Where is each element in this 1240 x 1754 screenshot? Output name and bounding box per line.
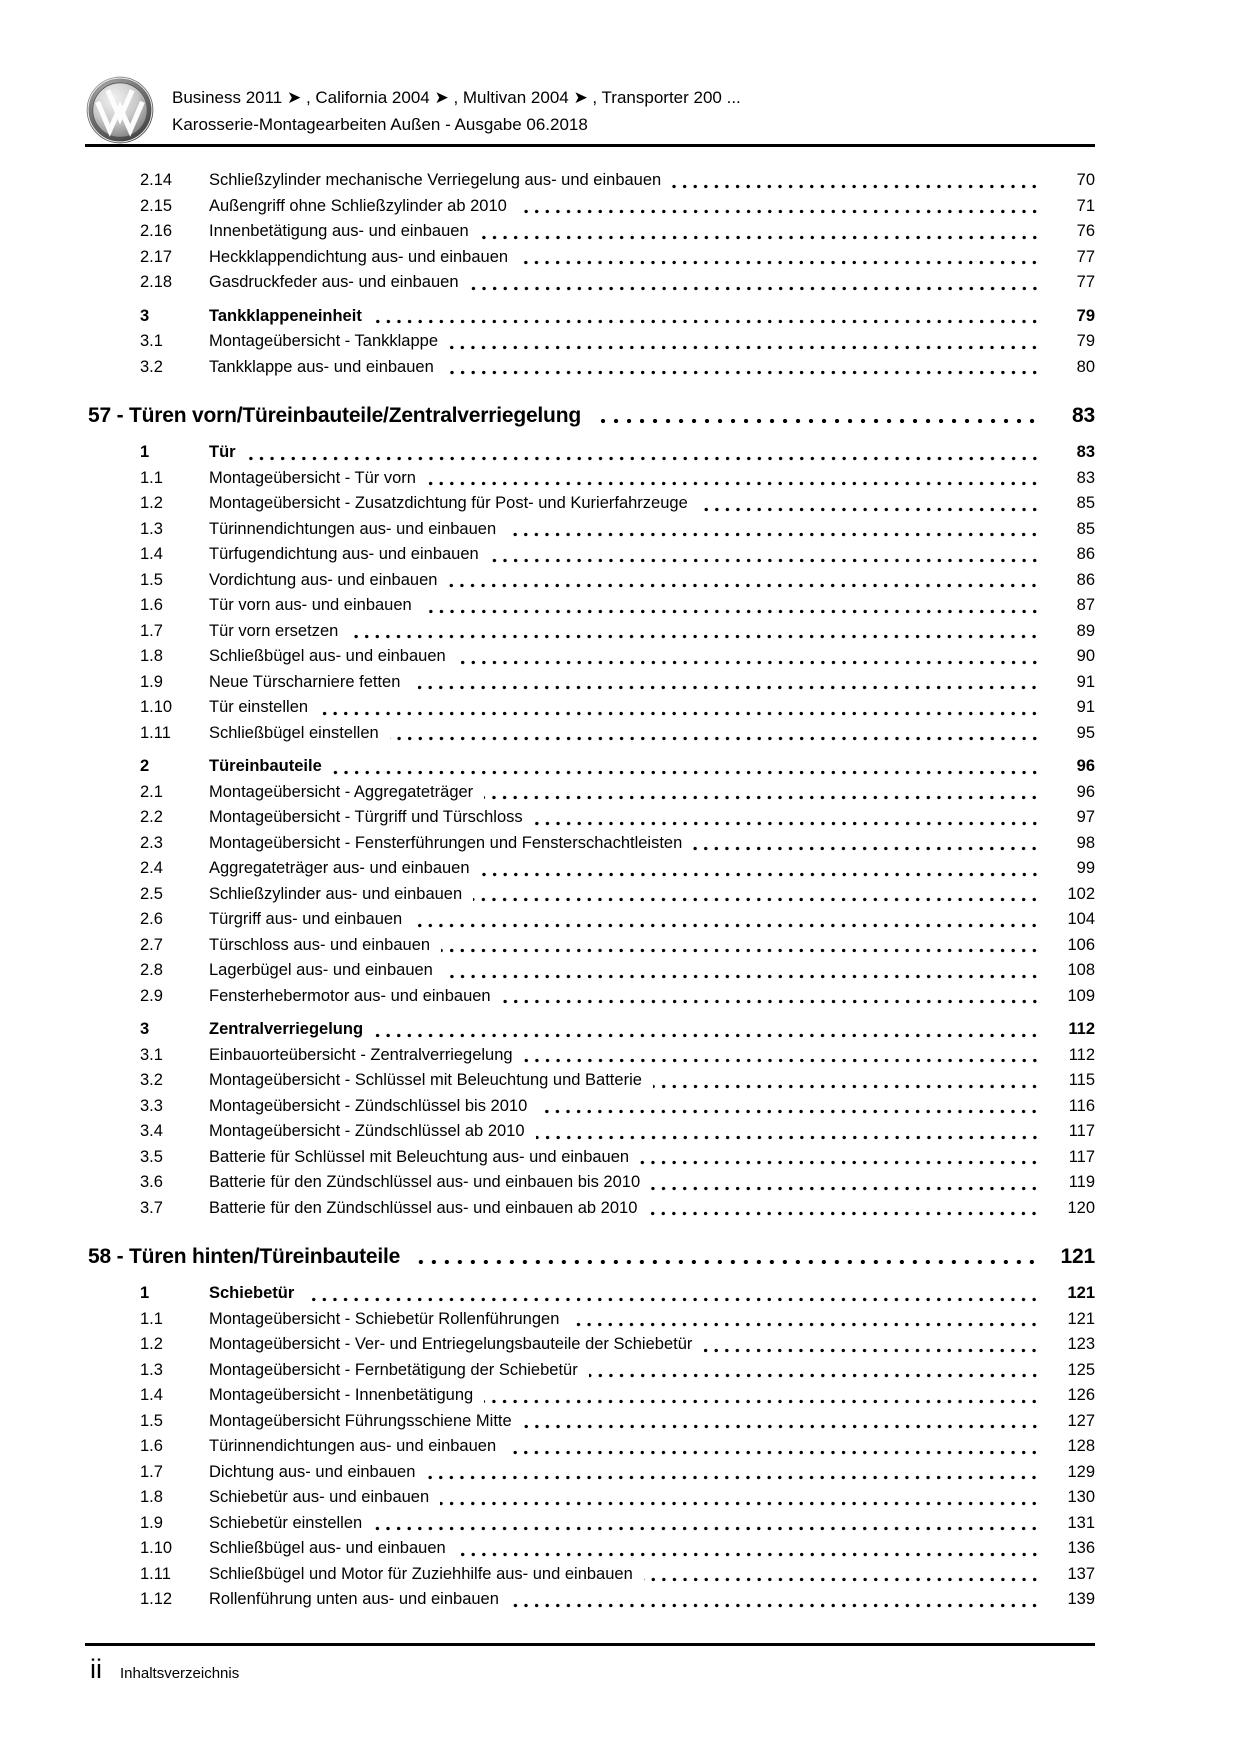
toc-entry-title: Montageübersicht - Türgriff und Türschloss [209, 808, 523, 826]
toc-entry-row [88, 1460, 1095, 1486]
toc-page-number: 123 [1067, 1335, 1095, 1353]
toc-page-number: 115 [1068, 1071, 1095, 1089]
toc-entry-title: Schließbügel aus- und einbauen [209, 1539, 446, 1557]
toc-entry-row [88, 1307, 1095, 1333]
dot-leader [333, 770, 1040, 775]
toc-entry-title: Türinnendichtungen aus- und einbauen [209, 1437, 497, 1455]
toc-entry-title: Neue Türscharniere fetten [209, 672, 401, 691]
toc-page-number: 87 [1076, 596, 1095, 614]
toc-entry-number: 1.7 [140, 621, 163, 640]
toc-entry-row [88, 568, 1095, 594]
toc-entry-number: 1 [140, 1284, 150, 1302]
toc-entry-number: 3.6 [140, 1173, 163, 1191]
dot-leader [589, 1373, 1040, 1378]
dot-leader [247, 456, 1040, 461]
toc-page-number: 136 [1067, 1539, 1095, 1557]
toc-entry-number: 1.12 [140, 1590, 173, 1608]
toc-entry-row [88, 1358, 1095, 1384]
toc-entry-row [88, 355, 1095, 381]
toc-entry-number: 2.9 [140, 986, 163, 1005]
toc-entry-row [88, 1383, 1095, 1409]
toc-entry-title: Montageübersicht - Zündschlüssel ab 2010 [209, 1122, 525, 1140]
dot-leader [319, 711, 1040, 716]
dot-leader [374, 1033, 1040, 1038]
toc-entry-row [88, 831, 1095, 857]
toc-entry-title: Montageübersicht - Innenbetätigung [209, 1386, 474, 1404]
toc-entry-row [88, 542, 1095, 568]
toc-entry-title: Montageübersicht - Aggregateträger [209, 782, 474, 801]
dot-leader [481, 872, 1040, 877]
toc-page-number: 83 [1076, 468, 1095, 487]
toc-page-number: 96 [1076, 757, 1095, 775]
toc-entry-row [88, 1434, 1095, 1460]
toc-entry-row [88, 805, 1095, 831]
toc-entry-number: 1.7 [140, 1462, 163, 1481]
toc-page-number: 129 [1067, 1462, 1095, 1481]
toc-entry-title: Türgriff aus- und einbauen [209, 910, 403, 928]
dot-leader [703, 1348, 1040, 1353]
toc-entry-number: 3.4 [140, 1122, 163, 1140]
dot-leader [457, 660, 1040, 665]
dot-leader [448, 583, 1040, 588]
dot-leader [373, 319, 1040, 324]
toc-entry-row [88, 270, 1095, 296]
toc-entry-title: Außengriff ohne Schließzylinder ab 2010 [209, 196, 507, 215]
dot-leader [444, 974, 1040, 979]
toc-entry-number: 2.4 [140, 859, 163, 877]
toc-entry-title: Montageübersicht - Tür vorn [209, 468, 416, 487]
dot-leader [349, 634, 1040, 639]
toc-entry-row [88, 780, 1095, 806]
dot-leader [484, 1399, 1040, 1404]
toc-entry-number: 2.5 [140, 884, 163, 903]
toc-entry-title: Schiebetür [209, 1284, 295, 1302]
toc-entry-title: Schließbügel und Motor für Zuziehhilfe aus- und einbauen [209, 1564, 633, 1583]
toc-page-number: 79 [1076, 306, 1095, 325]
toc-entry-number: 1.5 [140, 570, 163, 589]
toc-entry-row [88, 619, 1095, 645]
toc-entry-row [88, 882, 1095, 908]
toc-entry-number: 1.4 [140, 1386, 163, 1404]
toc-entry-row [88, 1043, 1095, 1069]
dot-leader [510, 1603, 1040, 1608]
toc-page-number: 119 [1068, 1173, 1095, 1191]
toc-section-title: 57 - Türen vorn/Türeinbauteile/Zentralverriegelung [88, 404, 581, 427]
toc-page-number: 112 [1068, 1020, 1095, 1038]
toc-entry-number: 3.2 [140, 357, 163, 376]
toc-entry-row [88, 219, 1095, 245]
toc-entry-title: Türschloss aus- und einbauen [209, 935, 431, 954]
dot-leader [390, 736, 1040, 741]
toc-entry-number: 2.17 [140, 247, 173, 266]
toc-entry-number: 1.10 [140, 698, 173, 716]
header-document-title: Karosserie-Montagearbeiten Außen - Ausgabe 06.2018 [172, 115, 588, 134]
dot-leader [523, 1424, 1040, 1429]
toc-entry-number: 1.11 [140, 1564, 171, 1583]
toc-entry-row [88, 907, 1095, 933]
vw-logo-icon [86, 76, 154, 144]
toc-page-number: 116 [1068, 1096, 1095, 1115]
toc-entry-title: Schiebetür einstellen [209, 1513, 363, 1532]
dot-leader [473, 897, 1040, 902]
toc-page-number: 125 [1067, 1360, 1095, 1379]
dot-leader [538, 1109, 1040, 1114]
toc-entry-row [88, 984, 1095, 1010]
toc-entry-number: 1.11 [140, 723, 171, 742]
toc-entry-row [88, 1145, 1095, 1171]
toc-entry-number: 1.1 [140, 468, 163, 487]
toc-page-number: 130 [1067, 1488, 1095, 1506]
dot-leader [441, 948, 1040, 953]
toc-entry-title: Tür vorn aus- und einbauen [209, 596, 412, 614]
dot-leader [644, 1577, 1040, 1582]
toc-page-number: 121 [1067, 1284, 1095, 1302]
header-divider [85, 144, 1095, 147]
toc-entry-number: 2.7 [140, 935, 163, 954]
toc-entry-number: 1.6 [140, 596, 163, 614]
dot-leader [426, 1475, 1040, 1480]
toc-page-number: 96 [1076, 782, 1095, 801]
toc-entry-row [88, 194, 1095, 220]
toc-entry-number: 2.8 [140, 961, 163, 979]
footer [90, 1652, 239, 1686]
toc-entry-number: 1.1 [140, 1309, 163, 1328]
toc-entry-number: 1 [140, 443, 150, 461]
dot-leader [449, 345, 1040, 350]
toc-entry-row [88, 958, 1095, 984]
toc-entry-number: 3 [140, 1020, 150, 1038]
toc-entry-title: Montageübersicht - Schiebetür Rollenführungen [209, 1309, 560, 1328]
toc-entry-title: Heckklappendichtung aus- und einbauen [209, 247, 509, 266]
toc-page-number: 139 [1067, 1590, 1095, 1608]
toc-page-number: 131 [1067, 1513, 1095, 1532]
toc-page-number: 121 [1060, 1245, 1095, 1268]
toc-page-number: 95 [1076, 723, 1095, 742]
toc-page-number: 127 [1067, 1411, 1095, 1430]
dot-leader [423, 609, 1040, 614]
toc-entry-row [88, 1196, 1095, 1222]
toc-entry-number: 1.9 [140, 1513, 163, 1532]
dot-leader [672, 184, 1040, 189]
dot-leader [507, 532, 1040, 537]
toc-page-number: 117 [1068, 1147, 1095, 1166]
toc-entry-row [88, 1170, 1095, 1196]
toc-entry-number: 2.14 [140, 171, 173, 189]
toc-entry-row [88, 1094, 1095, 1120]
toc-entry-title: Montageübersicht - Fernbetätigung der Schiebetür [209, 1360, 578, 1379]
toc-entry-title: Tür [209, 443, 236, 461]
toc-entry-title: Montageübersicht - Ver- und Entriegelungsbauteile der Schiebetür [209, 1335, 693, 1353]
toc-page-number: 86 [1076, 545, 1095, 563]
toc-entry-number: 1.8 [140, 1488, 163, 1506]
toc-entry-title: Tür einstellen [209, 698, 309, 716]
toc-section-row [88, 1242, 1095, 1272]
toc-entry-title: Dichtung aus- und einbauen [209, 1462, 416, 1481]
toc-entry-row [88, 1281, 1095, 1307]
toc-page-number: 98 [1076, 833, 1095, 852]
toc-entry-number: 2.18 [140, 273, 173, 291]
toc-entry-number: 1.6 [140, 1437, 163, 1455]
dot-leader [484, 795, 1040, 800]
toc-entry-number: 1.3 [140, 519, 163, 538]
toc-page-number: 120 [1067, 1198, 1095, 1217]
toc-page-number: 121 [1067, 1309, 1095, 1328]
toc-entry-row [88, 933, 1095, 959]
toc-entry-title: Vordichtung aus- und einbauen [209, 570, 438, 589]
toc-entry-title: Montageübersicht - Zündschlüssel bis 2010 [209, 1096, 528, 1115]
toc-page-number: 109 [1067, 986, 1095, 1005]
toc-entry-title: Batterie für Schlüssel mit Beleuchtung aus- und einbauen [209, 1147, 630, 1166]
dot-leader [373, 1526, 1040, 1531]
toc-page-number: 104 [1067, 910, 1095, 928]
toc-entry-number: 3 [140, 306, 150, 325]
toc-entry-row [88, 593, 1095, 619]
toc-entry-title: Schließbügel einstellen [209, 723, 379, 742]
toc-entry-number: 1.8 [140, 647, 163, 665]
toc-entry-number: 1.10 [140, 1539, 173, 1557]
toc-entry-row [88, 670, 1095, 696]
dot-leader [480, 235, 1040, 240]
toc-entry-row [88, 1332, 1095, 1358]
toc-entry-title: Tankklappe aus- und einbauen [209, 357, 434, 376]
dot-leader [594, 418, 1039, 424]
toc-entry-title: Schließzylinder aus- und einbauen [209, 884, 463, 903]
toc-entry-number: 2.3 [140, 833, 163, 852]
dot-leader [411, 685, 1040, 690]
toc-page-number: 126 [1067, 1386, 1095, 1404]
dot-leader [413, 1259, 1039, 1265]
toc-entry-row [88, 440, 1095, 466]
toc-entry-title: Montageübersicht - Zusatzdichtung für Post- und Kurierfahrzeuge [209, 494, 688, 512]
toc-entry-row [88, 1119, 1095, 1145]
toc-entry-title: Innenbetätigung aus- und einbauen [209, 222, 469, 240]
toc-page-number: 77 [1076, 247, 1095, 266]
toc-entry-row [88, 721, 1095, 747]
toc-entry-title: Batterie für den Zündschlüssel aus- und einbauen bis 2010 [209, 1173, 641, 1191]
toc-entry-number: 2 [140, 757, 150, 775]
footer-section-label: Inhaltsverzeichnis [120, 1665, 240, 1682]
dot-leader [693, 846, 1040, 851]
dot-leader [699, 507, 1040, 512]
dot-leader [440, 1501, 1040, 1506]
dot-leader [651, 1186, 1040, 1191]
toc-page-number: 71 [1076, 196, 1095, 215]
dot-leader [502, 999, 1040, 1004]
toc-entry-title: Tür vorn ersetzen [209, 621, 339, 640]
toc-entry-number: 3.7 [140, 1198, 163, 1217]
toc-entry-row [88, 517, 1095, 543]
dot-leader [534, 821, 1040, 826]
dot-leader [507, 1450, 1040, 1455]
dot-leader [536, 1135, 1040, 1140]
dot-leader [490, 558, 1040, 563]
toc-page-number: 137 [1067, 1564, 1095, 1583]
dot-leader [413, 923, 1040, 928]
dot-leader [519, 260, 1040, 265]
toc-entry-title: Schließbügel aus- und einbauen [209, 647, 446, 665]
footer-divider [85, 1643, 1095, 1646]
toc-entry-row [88, 1536, 1095, 1562]
toc-page-number: 85 [1076, 519, 1095, 538]
toc-entry-number: 1.2 [140, 494, 163, 512]
toc-entry-number: 3.1 [140, 332, 163, 350]
toc-page-number: 83 [1076, 443, 1095, 461]
toc-page-number: 108 [1067, 961, 1095, 979]
toc-page-number: 80 [1076, 357, 1095, 376]
toc-entry-number: 3.2 [140, 1071, 163, 1089]
toc-entry-title: Montageübersicht - Schlüssel mit Beleuchtung und Batterie [209, 1071, 642, 1089]
dot-leader [648, 1211, 1040, 1216]
toc [88, 168, 1095, 1613]
toc-page-number: 85 [1076, 494, 1095, 512]
toc-entry-title: Montageübersicht Führungsschiene Mitte [209, 1411, 512, 1430]
toc-entry-title: Gasdruckfeder aus- und einbauen [209, 273, 459, 291]
toc-entry-title: Montageübersicht - Fensterführungen und Fensterschachtleisten [209, 833, 683, 852]
toc-entry-number: 1.2 [140, 1335, 163, 1353]
toc-entry-row [88, 1409, 1095, 1435]
toc-entry-number: 2.6 [140, 910, 163, 928]
dot-leader [305, 1297, 1040, 1302]
toc-entry-row [88, 1017, 1095, 1043]
toc-entry-title: Fensterhebermotor aus- und einbauen [209, 986, 491, 1005]
toc-entry-row [88, 168, 1095, 194]
dot-leader [445, 370, 1040, 375]
toc-entry-row [88, 1485, 1095, 1511]
toc-entry-title: Batterie für den Zündschlüssel aus- und einbauen ab 2010 [209, 1198, 638, 1217]
toc-entry-title: Einbauorteübersicht - Zentralverriegelung [209, 1045, 513, 1064]
toc-entry-title: Aggregateträger aus- und einbauen [209, 859, 470, 877]
toc-page-number: 70 [1076, 171, 1095, 189]
dot-leader [653, 1084, 1040, 1089]
toc-entry-row [88, 466, 1095, 492]
toc-page-number: 90 [1076, 647, 1095, 665]
dot-leader [524, 1058, 1040, 1063]
toc-page-number: 128 [1067, 1437, 1095, 1455]
toc-entry-row [88, 856, 1095, 882]
toc-entry-row [88, 695, 1095, 721]
toc-page-number: 112 [1068, 1045, 1095, 1064]
dot-leader [640, 1160, 1040, 1165]
toc-page-number: 97 [1076, 808, 1095, 826]
toc-entry-number: 1.5 [140, 1411, 163, 1430]
toc-section-row [88, 401, 1095, 431]
toc-entry-row [88, 1562, 1095, 1588]
toc-page-number: 86 [1076, 570, 1095, 589]
dot-leader [427, 481, 1040, 486]
toc-entry-title: Türeinbauteile [209, 757, 322, 775]
toc-entry-title: Lagerbügel aus- und einbauen [209, 961, 433, 979]
toc-entry-title: Rollenführung unten aus- und einbauen [209, 1590, 499, 1608]
toc-entry-number: 2.2 [140, 808, 163, 826]
toc-section-title: 58 - Türen hinten/Türeinbauteile [88, 1245, 401, 1268]
toc-entry-row [88, 644, 1095, 670]
toc-entry-row [88, 1068, 1095, 1094]
toc-entry-title: Schiebetür aus- und einbauen [209, 1488, 430, 1506]
toc-entry-row [88, 491, 1095, 517]
toc-page-number: 99 [1076, 859, 1095, 877]
toc-page-number: 89 [1076, 621, 1095, 640]
footer-page-number: ii [90, 1654, 102, 1684]
toc-entry-number: 1.3 [140, 1360, 163, 1379]
toc-entry-row [88, 329, 1095, 355]
dot-leader [518, 209, 1040, 214]
toc-entry-title: Tankklappeneinheit [209, 306, 362, 325]
toc-entry-row [88, 1511, 1095, 1537]
toc-page-number: 102 [1067, 884, 1095, 903]
toc-page-number: 79 [1076, 332, 1095, 350]
toc-page-number: 77 [1076, 273, 1095, 291]
toc-entry-title: Zentralverriegelung [209, 1020, 364, 1038]
toc-page-number: 117 [1068, 1122, 1095, 1140]
toc-page-number: 91 [1076, 672, 1095, 691]
toc-entry-title: Schließzylinder mechanische Verriegelung aus- und einbauen [209, 171, 662, 189]
toc-entry-row [88, 754, 1095, 780]
toc-page-number: 76 [1076, 222, 1095, 240]
toc-entry-title: Montageübersicht - Tankklappe [209, 332, 439, 350]
header-text [172, 84, 741, 138]
toc-entry-row [88, 1587, 1095, 1613]
toc-entry-number: 3.5 [140, 1147, 163, 1166]
toc-entry-number: 2.16 [140, 222, 173, 240]
toc-entry-number: 2.15 [140, 196, 173, 215]
toc-page-number: 91 [1076, 698, 1095, 716]
toc-entry-number: 1.9 [140, 672, 163, 691]
toc-entry-title: Türfugendichtung aus- und einbauen [209, 545, 479, 563]
toc-entry-row [88, 245, 1095, 271]
toc-entry-number: 3.3 [140, 1096, 163, 1115]
toc-entry-number: 1.4 [140, 545, 163, 563]
dot-leader [457, 1552, 1040, 1557]
dot-leader [470, 286, 1041, 291]
toc-entry-title: Türinnendichtungen aus- und einbauen [209, 519, 497, 538]
toc-entry-number: 3.1 [140, 1045, 163, 1064]
toc-page-number: 83 [1072, 404, 1095, 427]
toc-page-number: 106 [1067, 935, 1095, 954]
dot-leader [570, 1322, 1040, 1327]
header-model-line: Business 2011 ➤ , California 2004 ➤ , Multivan 2004 ➤ , Transporter 200 ... [172, 88, 741, 107]
toc-entry-row [88, 304, 1095, 330]
toc-entry-number: 2.1 [140, 782, 163, 801]
